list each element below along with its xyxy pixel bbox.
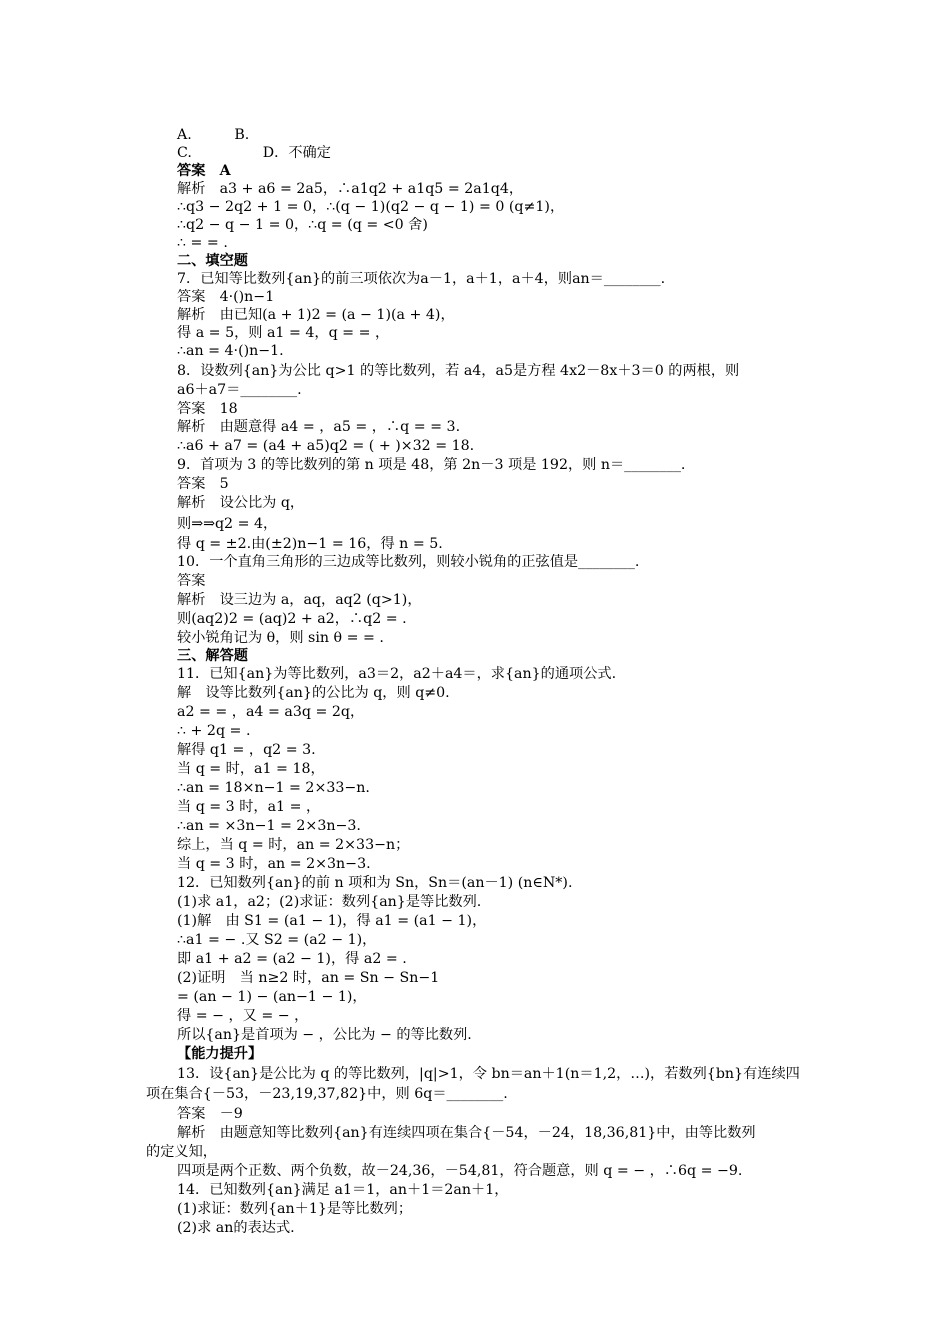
line-19: 9．首项为 3 的等比数列的第 n 项是 48，第 2n－3 项是 192，则 n＝________. [177, 457, 686, 473]
line-38: ∴an = ×3n−1 = 2×3n−3. [177, 818, 361, 834]
line-11: 解析 由已知(a + 1)2 = (a − 1)(a + 4)， [177, 307, 455, 323]
line-39: 综上，当 q = 时，an = 2×33−n； [177, 837, 410, 853]
line-31: 解 设等比数列{an}的公比为 q，则 q≠0. [177, 685, 450, 701]
section-heading-solve: 三、解答题 [177, 648, 248, 664]
line-27: 则(aq2)2 = (aq)2 + a2，∴q2 = . [177, 611, 407, 627]
line-54: 解析 由题意知等比数列{an}有连续四项在集合{－54，－24，18,36,81}中，由等比数列 [177, 1125, 756, 1141]
line-17: 解析 由题意得 a4 = ，a5 = ，∴q = = 3. [177, 419, 461, 435]
line-37: 当 q = 3 时，a1 = ， [177, 799, 321, 815]
line-20: 答案 5 [177, 476, 229, 492]
line-12: 得 a = 5，则 a1 = 4，q = = ， [177, 325, 390, 341]
line-56: 四项是两个正数、两个负数，故－24,36，－54,81，符合题意，则 q = − ，∴6q = −9. [177, 1163, 743, 1179]
line-43: (1)解 由 S1 = (a1 − 1)，得 a1 = (a1 − 1)， [177, 913, 487, 929]
line-22: 则⇒⇒q2 = 4， [177, 516, 278, 532]
line-34: 解得 q1 = ，q2 = 3. [177, 742, 316, 758]
line-41: 12．已知数列{an}的前 n 项和为 Sn，Sn＝(an－1) (n∈N*). [177, 875, 573, 891]
line-21: 解析 设公比为 q， [177, 495, 305, 511]
line-49: 所以{an}是首项为 − ，公比为 − 的等比数列. [177, 1027, 472, 1043]
section-heading-fill: 二、填空题 [177, 253, 248, 269]
line-55: 的定义知， [146, 1144, 217, 1160]
line-35: 当 q = 时，a1 = 18， [177, 761, 325, 777]
line-32: a2 = = ，a4 = a3q = 2q， [177, 704, 365, 720]
line-18: ∴a6 + a7 = (a4 + a5)q2 = ( + )×32 = 18. [177, 438, 475, 454]
line-28: 较小锐角记为 θ，则 sin θ = = . [177, 630, 384, 646]
line-16: 答案 18 [177, 401, 238, 417]
line-9: 7．已知等比数列{an}的前三项依次为a－1，a＋1，a＋4，则an＝________. [177, 271, 666, 287]
line-30: 11．已知{an}为等比数列，a3＝2，a2＋a4＝，求{an}的通项公式. [177, 666, 617, 682]
line-57: 14．已知数列{an}满足 a1＝1，an＋1＝2an＋1， [177, 1182, 509, 1198]
line-47: = (an − 1) − (an−1 − 1)， [177, 989, 367, 1005]
line-23: 得 q = ±2.由(±2)n−1 = 16，得 n = 5. [177, 536, 443, 552]
line-15: a6＋a7＝________. [177, 382, 302, 398]
line-42: (1)求 a1，a2；(2)求证：数列{an}是等比数列. [177, 894, 482, 910]
line-1: A. B. [177, 127, 250, 143]
line-53: 答案 －9 [177, 1106, 243, 1122]
line-59: (2)求 an的表达式. [177, 1220, 295, 1236]
line-3: 答案 A [177, 163, 231, 179]
line-7: ∴ = = . [177, 235, 228, 251]
line-33: ∴ + 2q = . [177, 723, 251, 739]
line-2: C. D．不确定 [177, 145, 331, 161]
line-24: 10．一个直角三角形的三边成等比数列，则较小锐角的正弦值是________. [177, 554, 640, 570]
line-5: ∴q3 − 2q2 + 1 = 0，∴(q − 1)(q2 − q − 1) = 0 (q≠1)， [177, 199, 565, 215]
line-6: ∴q2 − q − 1 = 0，∴q = (q = <0 舍) [177, 217, 428, 233]
line-14: 8．设数列{an}为公比 q>1 的等比数列，若 a4，a5是方程 4x2－8x＋3＝0 的两根，则 [177, 363, 740, 379]
line-4: 解析 a3 + a6 = 2a5，∴a1q2 + a1q5 = 2a1q4， [177, 181, 524, 197]
line-51: 13．设{an}是公比为 q 的等比数列，|q|>1，令 bn＝an＋1(n＝1,2，…)，若数列{bn}有连续四 [177, 1066, 800, 1082]
section-heading-ability: 【能力提升】 [177, 1046, 263, 1062]
line-45: 即 a1 + a2 = (a2 − 1)，得 a2 = . [177, 951, 407, 967]
line-52: 项在集合{－53，－23,19,37,82}中，则 6q＝________. [146, 1086, 508, 1102]
line-13: ∴an = 4·()n−1. [177, 343, 284, 359]
line-36: ∴an = 18×n−1 = 2×33−n. [177, 780, 370, 796]
line-26: 解析 设三边为 a，aq，aq2 (q>1)， [177, 592, 422, 608]
line-10: 答案 4·()n−1 [177, 289, 275, 305]
line-48: 得 = − ，又 = − ， [177, 1008, 309, 1024]
line-40: 当 q = 3 时，an = 2×3n−3. [177, 856, 371, 872]
line-44: ∴a1 = − .又 S2 = (a2 − 1)， [177, 932, 377, 948]
line-25: 答案 [177, 573, 206, 589]
line-46: (2)证明 当 n≥2 时，an = Sn − Sn−1 [177, 970, 440, 986]
line-58: (1)求证：数列{an＋1}是等比数列； [177, 1201, 413, 1217]
